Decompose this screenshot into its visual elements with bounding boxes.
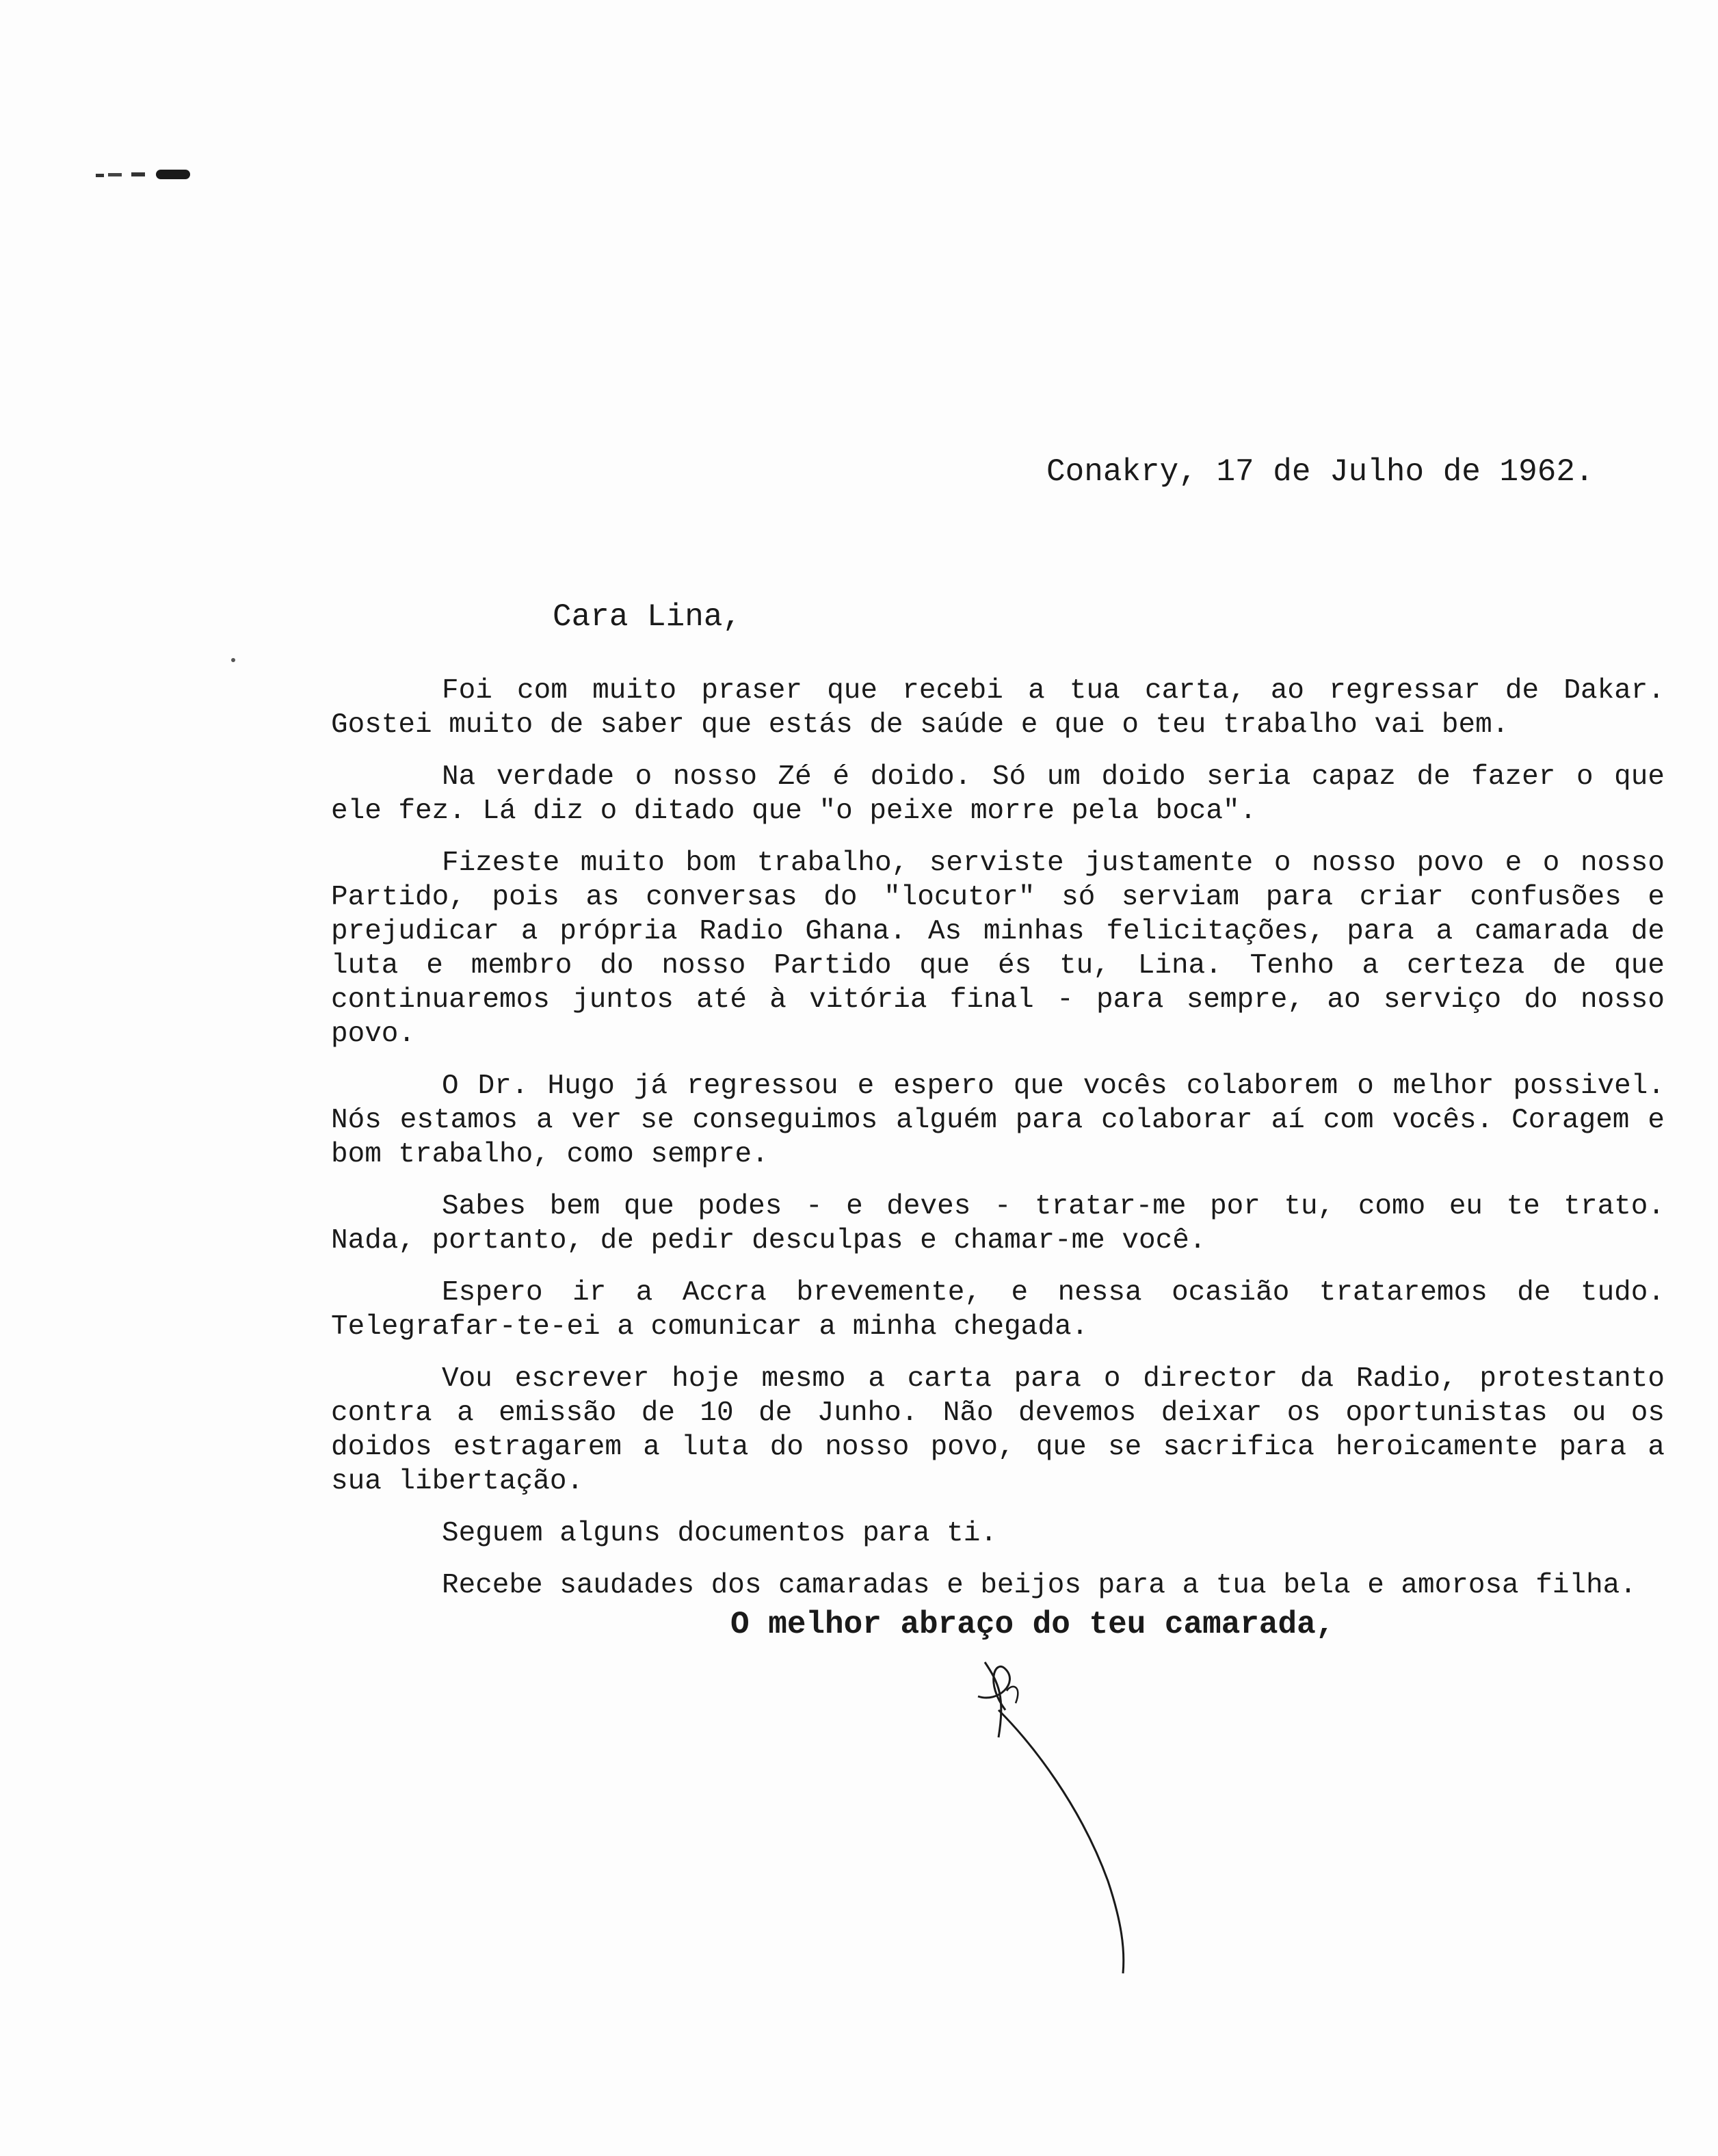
paragraph-9: Recebe saudades dos camaradas e beijos para a tua bela e amorosa filha.: [442, 1570, 1637, 1601]
paragraph-3: Fizeste muito bom trabalho, serviste justamente o nosso povo e o nosso Partido, pois as conversas do "locutor" só serviam para criar confusões e prejudicar a própria Radio Ghana. As minhas felicitações, para a camarada de luta e membro do nosso Partido que és tu, Lina. Tenho a certeza de que continuaremos juntos até à vitória final - para sempre, ao serviço do nosso povo.: [331, 847, 1665, 1050]
paragraph-2: Na verdade o nosso Zé é doido. Só um doido seria capaz de fazer o que ele fez. Lá diz o ditado que "o peixe morre pela boca".: [331, 761, 1665, 827]
letter-salutation: Cara Lina,: [553, 599, 742, 635]
paragraph-1: Foi com muito praser que recebi a tua carta, ao regressar de Dakar. Gostei muito de saber que estás de saúde e que o teu trabalho vai bem.: [331, 675, 1665, 741]
paragraph-4: O Dr. Hugo já regressou e espero que vocês colaborem o melhor possivel. Nós estamos a ver se conseguimos alguém para colaborar aí com vocês. Coragem e bom trabalho, como sempre.: [331, 1070, 1665, 1170]
handwritten-signature: [957, 1655, 1163, 1977]
paragraph-7: Vou escrever hoje mesmo a carta para o director da Radio, protestanto contra a emissão de 10 de Junho. Não devemos deixar os oportunistas ou os doidos estragarem a luta do nosso povo, que se sacrifica heroicamente para a sua libertação.: [331, 1363, 1665, 1497]
paragraph-5: Sabes bem que podes - e deves - tratar-me por tu, como eu te trato. Nada, portanto, de pedir desculpas e chamar-me você.: [331, 1191, 1665, 1257]
paragraph-8: Seguem alguns documentos para ti.: [442, 1518, 997, 1549]
stray-mark: [231, 658, 235, 662]
letter-body: [331, 674, 1665, 1620]
letter-dateline: Conakry, 17 de Julho de 1962.: [1046, 454, 1594, 490]
letter-closing: O melhor abraço do teu camarada,: [730, 1607, 1335, 1642]
corner-mark: [96, 167, 198, 183]
paragraph-6: Espero ir a Accra brevemente, e nessa ocasião trataremos de tudo. Telegrafar-te-ei a comunicar a minha chegada.: [331, 1277, 1665, 1343]
